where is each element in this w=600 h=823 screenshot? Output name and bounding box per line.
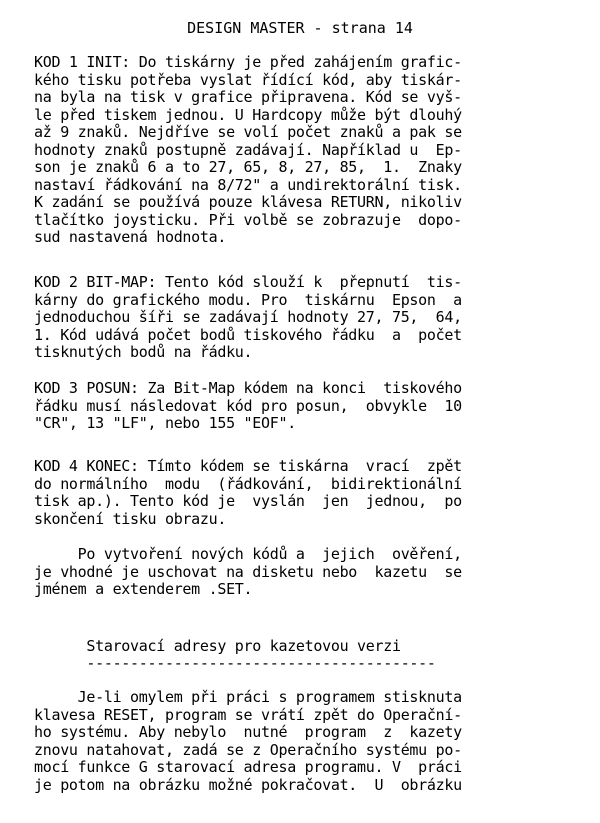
kod3-paragraph-line: "CR", 13 "LF", nebo 155 "EOF". xyxy=(34,414,296,432)
closing-paragraph-line: jménem a extenderem .SET. xyxy=(34,580,253,598)
kod4-paragraph-line: do normálního modu (řádkování, bidirektionální xyxy=(34,474,462,493)
kod2-paragraph-line: tisknutých bodů na řádku. xyxy=(34,343,253,361)
kod1-paragraph-line: hodnoty znaků postupně zadávají. Například u Ep- xyxy=(34,140,462,159)
kod1-paragraph-line: tlačítko joysticku. Při volbě se zobrazuje dopo- xyxy=(34,210,462,229)
kod1-paragraph-line: KOD 1 INIT: Do tiskárny je před zahájením grafic- xyxy=(34,53,462,71)
final-paragraph-line: Je-li omylem při práci s programem stisknuta xyxy=(34,688,462,706)
kod2-paragraph-line: 1. Kód udává počet bodů tiskového řádku a počet xyxy=(34,325,462,344)
final-paragraph-line: znovu natahovat, zadá se z Operačního systému po- xyxy=(34,740,462,759)
kod1-paragraph-line: kého tisku potřeba vyslat řídící kód, aby tiskár- xyxy=(34,70,462,89)
kod2-paragraph-line: KOD 2 BIT-MAP: Tento kód slouží k přepnutí tis- xyxy=(34,273,462,291)
kod4-paragraph-line: skončení tisku obrazu. xyxy=(34,509,227,528)
kod1-paragraph-line: až 9 znaků. Nejdříve se volí počet znaků a pak se xyxy=(34,123,462,141)
final-paragraph-line: klavesa RESET, program se vrátí zpět do Operační- xyxy=(34,705,462,724)
final-paragraph-line: ho systému. Aby nebylo nutné program z kazety xyxy=(34,723,462,741)
kod1-paragraph-line: sud nastavená hodnota. xyxy=(34,228,227,246)
kod1-paragraph-line: son je znaků 6 a to 27, 65, 8, 27, 85, 1. Znaky xyxy=(34,158,462,176)
kod1-paragraph-line: K zadání se používá pouze klávesa RETURN, nikoliv xyxy=(34,193,462,211)
kod1-paragraph-line: le před tiskem jednou. U Hardcopy může být dlouhý xyxy=(34,105,462,124)
kod1-paragraph-line: na byla na tisk v grafice připravena. Kód se vyš- xyxy=(34,88,462,106)
page-title: DESIGN MASTER - strana 14 xyxy=(187,19,413,37)
final-paragraph-line: je potom na obrázku možné pokračovat. U obrázku xyxy=(34,775,462,794)
kod3-paragraph-line: řádku musí následovat kód pro posun, obvykle 10 xyxy=(34,396,462,415)
final-paragraph-line: mocí funkce G starovací adresa programu. V práci xyxy=(34,758,462,776)
closing-paragraph-line: je vhodné je uschovat na disketu nebo kazetu se xyxy=(34,562,462,581)
kod4-paragraph-line: tisk ap.). Tento kód je vyslán jen jednou, po xyxy=(34,492,462,510)
kod1-paragraph-line: nastaví řádkování na 8/72" a undirektorální tisk. xyxy=(34,175,462,194)
subheading-underline: ---------------------------------------- xyxy=(34,654,436,672)
section-subheading: Starovací adresy pro kazetovou verzi xyxy=(34,637,401,655)
closing-paragraph-line: Po vytvoření nových kódů a jejich ověření, xyxy=(34,545,462,563)
kod2-paragraph-line: kárny do grafického modu. Pro tiskárnu Epson a xyxy=(34,290,462,309)
kod2-paragraph-line: jednoduchou šíři se zadávají hodnoty 27, 75, 64, xyxy=(34,308,462,326)
kod4-paragraph-line: KOD 4 KONEC: Tímto kódem se tiskárna vrací zpět xyxy=(34,457,462,475)
kod3-paragraph-line: KOD 3 POSUN: Za Bit-Map kódem na konci tiskového xyxy=(34,379,462,397)
